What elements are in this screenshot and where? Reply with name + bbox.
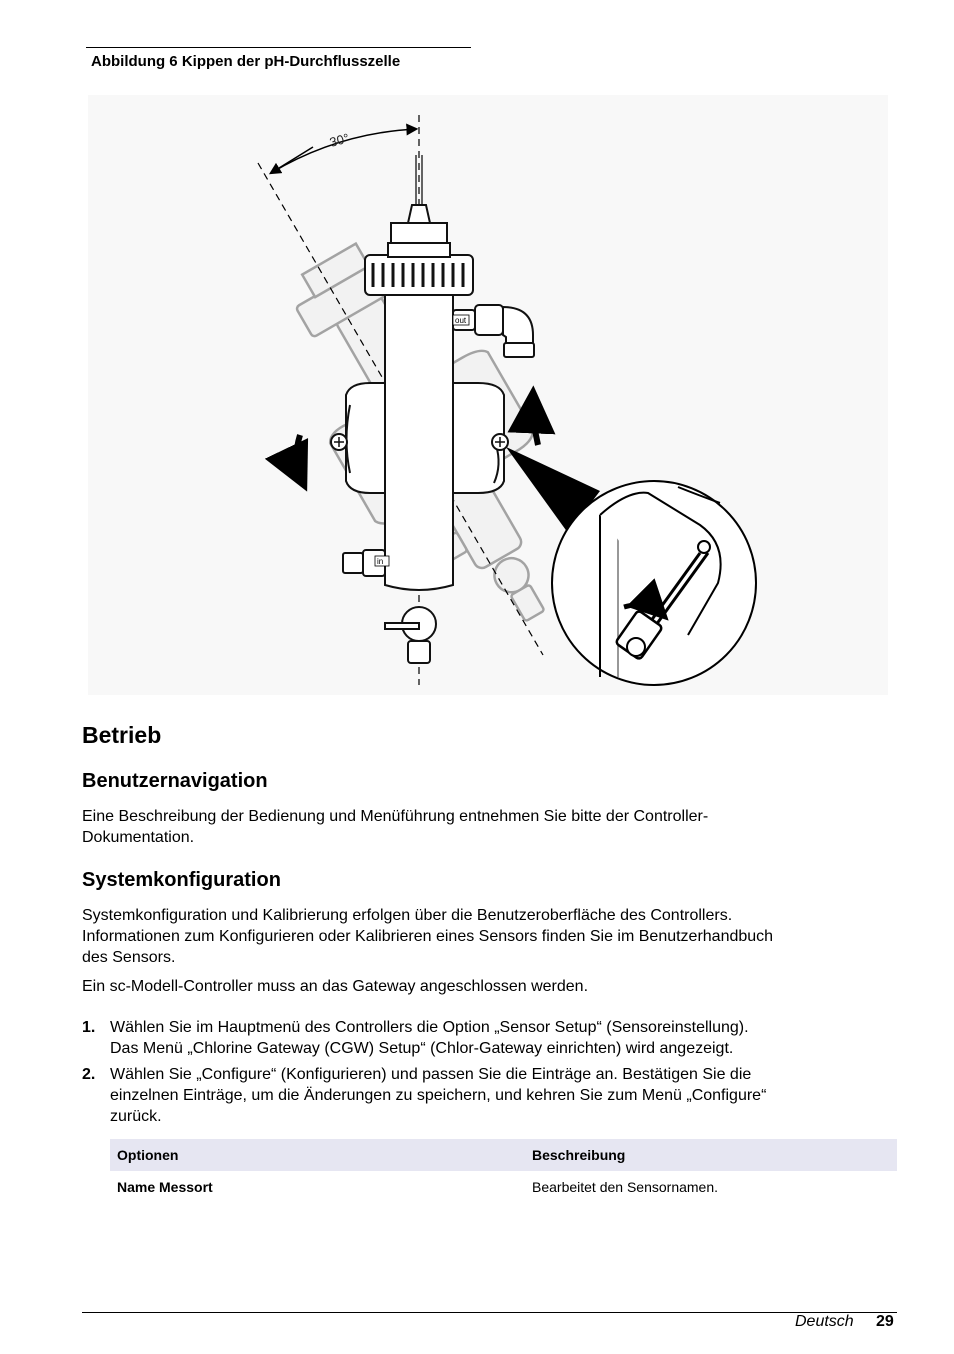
navigation-text (82, 806, 882, 848)
page-number: 29 (876, 1313, 894, 1330)
navigation-heading: Benutzernavigation (82, 770, 268, 792)
table-header-row (110, 1139, 897, 1171)
flow-cell-drawing (88, 95, 888, 695)
step-text (110, 1064, 870, 1127)
step-1-line2: Das Menü „Chlorine Gateway (CGW) Setup“ (Chlor-Gateway einrichten) wird angezeigt. (110, 1040, 734, 1057)
arrow-down-icon (297, 435, 303, 483)
column-header-options: Optionen (110, 1139, 525, 1171)
caption-rule (86, 47, 471, 48)
step-2-line3: zurück. (110, 1108, 162, 1125)
arrow-up-icon (533, 395, 538, 445)
footer-language: Deutsch (795, 1313, 854, 1330)
sysconfig-p1-line2: Informationen zum Konfigurieren oder Kalibrieren eines Sensors finden Sie im Benutzerhandbuch (82, 928, 774, 945)
detail-view (552, 481, 756, 685)
sysconfig-heading: Systemkonfiguration (82, 869, 281, 891)
angle-label: 30° (327, 130, 351, 150)
table-row (110, 1171, 897, 1203)
figure-caption: Abbildung 6 Kippen der pH-Durchflusszelle (91, 53, 401, 70)
sysconfig-p1-line3: des Sensors. (82, 949, 176, 966)
footer-rule (82, 1312, 897, 1313)
options-table (110, 1139, 897, 1203)
section-title: Betrieb (82, 722, 162, 748)
in-port-label: in (377, 557, 384, 566)
step-number: 2. (82, 1066, 96, 1083)
navigation-text-line2: Dokumentation. (82, 829, 195, 846)
step-2-line1: Wählen Sie „Configure“ (Konfigurieren) und passen Sie die Einträge an. Bestätigen Sie die (110, 1066, 752, 1083)
navigation-text-line1: Eine Beschreibung der Bedienung und Menüführung entnehmen Sie bitte der Controller- (82, 808, 709, 825)
sysconfig-paragraph-1 (82, 905, 882, 968)
flow-cell-illustration (88, 95, 888, 695)
sysconfig-paragraph-2: Ein sc-Modell-Controller muss an das Gateway angeschlossen werden. (82, 978, 589, 995)
step-1-line1: Wählen Sie im Hauptmenü des Controllers die Option „Sensor Setup“ (Sensoreinstellung). (110, 1019, 749, 1036)
column-header-description: Beschreibung (525, 1139, 897, 1171)
step-text (110, 1017, 870, 1059)
sysconfig-p1-line1: Systemkonfiguration und Kalibrierung erfolgen über die Benutzeroberfläche des Controllers. (82, 907, 733, 924)
option-description: Bearbeitet den Sensornamen. (532, 1179, 719, 1195)
option-name: Name Messort (117, 1179, 213, 1195)
out-port-label: out (455, 316, 467, 325)
step-number: 1. (82, 1019, 96, 1036)
step-2-line2: einzelnen Einträge, um die Änderungen zu speichern, und kehren Sie zum Menü „Configure“ (110, 1087, 767, 1104)
